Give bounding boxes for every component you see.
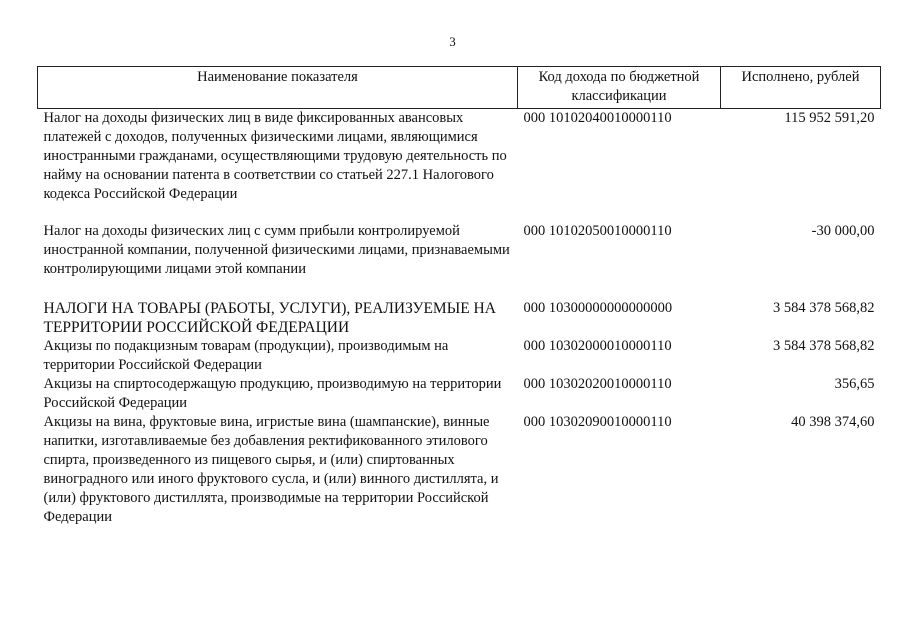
table-row bbox=[38, 222, 881, 279]
table-row bbox=[38, 375, 881, 413]
row-code: 000 10102040010000110 bbox=[523, 110, 672, 126]
row-name: Налог на доходы физических лиц с сумм прибыли контролируемой иностранной компании, полученной физическими лицами, признаваемыми контролирующими лицами этой компании bbox=[43, 223, 510, 277]
row-code: 000 10300000000000000 bbox=[523, 300, 673, 316]
row-amount: 3 584 378 568,82 bbox=[773, 300, 875, 316]
table-row bbox=[38, 109, 881, 205]
row-amount: -30 000,00 bbox=[811, 223, 875, 239]
row-code: 000 10102050010000110 bbox=[523, 223, 672, 239]
row-name: Акцизы на спиртосодержащую продукцию, производимую на территории Российской Федерации bbox=[43, 376, 502, 411]
table-header-row bbox=[38, 67, 881, 109]
row-amount: 40 398 374,60 bbox=[791, 414, 875, 430]
row-spacer bbox=[38, 279, 881, 299]
row-code: 000 10302000010000110 bbox=[523, 338, 672, 354]
row-amount: 356,65 bbox=[834, 376, 875, 392]
budget-execution-table bbox=[37, 66, 881, 527]
table-row-section bbox=[38, 299, 881, 337]
row-code: 000 10302020010000110 bbox=[523, 376, 672, 392]
row-name: Акцизы по подакцизным товарам (продукции), производимым на территории Российской Федерации bbox=[43, 338, 449, 373]
header-indicator-name: Наименование показателя bbox=[38, 67, 518, 109]
table-row bbox=[38, 413, 881, 527]
table-row bbox=[38, 337, 881, 375]
row-spacer bbox=[38, 204, 881, 222]
row-name: НАЛОГИ НА ТОВАРЫ (РАБОТЫ, УСЛУГИ), РЕАЛИЗУЕМЫЕ НА ТЕРРИТОРИИ РОССИЙСКОЙ ФЕДЕРАЦИИ bbox=[43, 300, 496, 336]
row-amount: 115 952 591,20 bbox=[784, 110, 875, 126]
row-name: Акцизы на вина, фруктовые вина, игристые вина (шампанские), винные напитки, изготавливаемые без добавления ректификованного этилового спирта, произведенного из пищевого сырья, и (или) спиртованных виноградного или иного фруктового сусла, и (или) винного дистиллята, и (или) фруктового дистиллята, производимые на территории Российской Федерации bbox=[43, 414, 499, 525]
page-number: 3 bbox=[449, 34, 456, 49]
row-amount: 3 584 378 568,82 bbox=[773, 338, 875, 354]
header-executed-amount: Исполнено, рублей bbox=[721, 67, 881, 109]
row-name: Налог на доходы физических лиц в виде фиксированных авансовых платежей с доходов, полученных физическими лицами, являющимися иностранными гражданами, осуществляющими трудовую деятельность по найму на основании патента в соответствии со статьей 227.1 Налогового кодекса Российской Федерации bbox=[43, 110, 507, 202]
header-income-code: Код дохода по бюджетной классификации bbox=[518, 67, 721, 109]
row-code: 000 10302090010000110 bbox=[523, 414, 672, 430]
